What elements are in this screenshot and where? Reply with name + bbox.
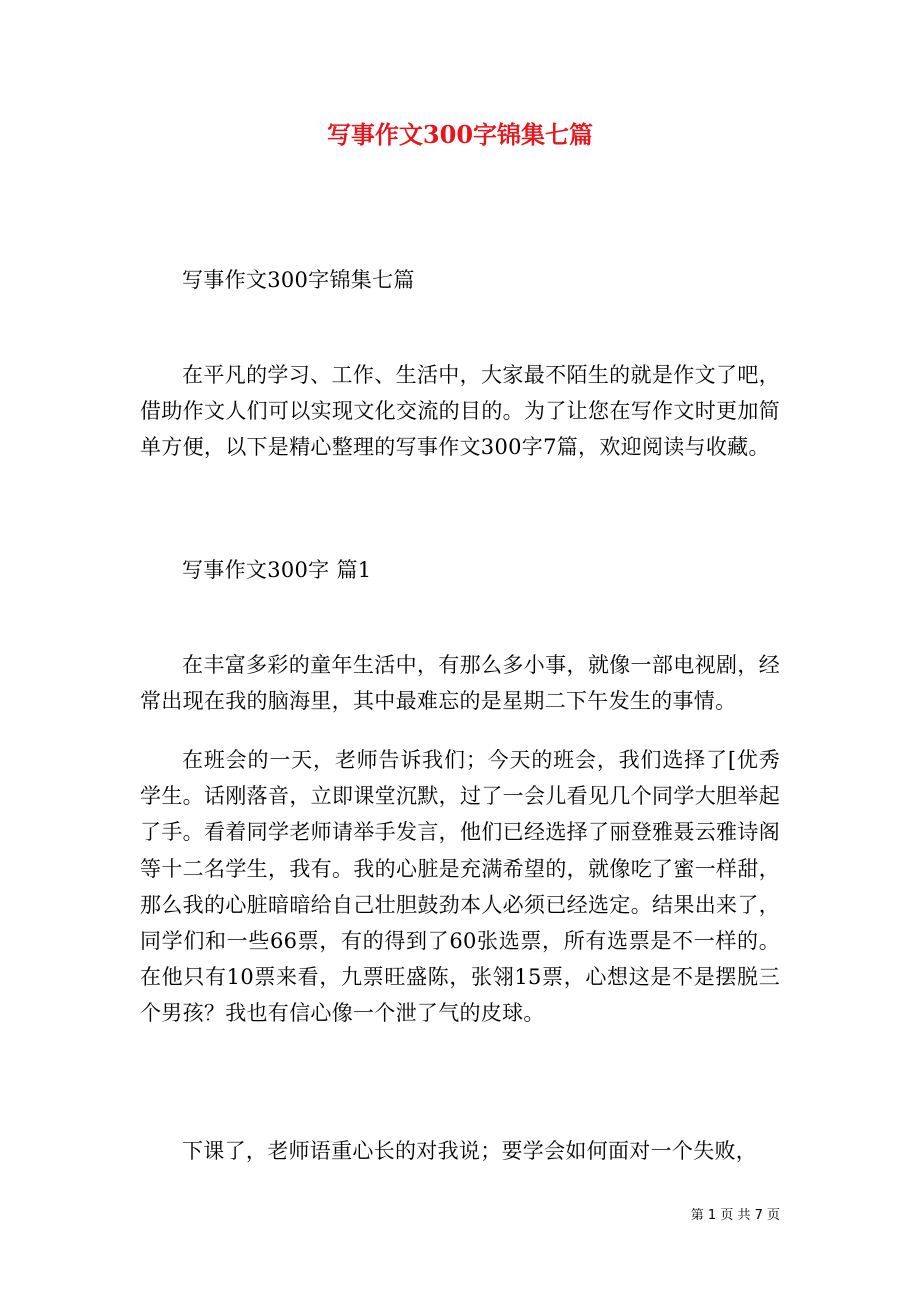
body-paragraph	[140, 742, 780, 1032]
page-number-footer: 第 1 页 共 7 页	[690, 1208, 780, 1223]
document-subtitle	[140, 262, 780, 298]
subtitle-text: 写事作文300字锦集七篇	[182, 268, 415, 292]
paragraph-text: 下课了，老师语重心长的对我说；要学会如何面对一个失败，	[182, 1139, 758, 1163]
section-heading	[140, 552, 780, 588]
paragraph-text: 在班会的一天，老师告诉我们；今天的班会，我们选择了[优秀学生。话刚落音，立即课堂沉默，过了一会儿看见几个同学大胆举起了手。看着同学老师请举手发言，他们已经选择了丽登雅聂云雅诗阁等十二名学生，我有。我的心脏是充满希望的，就像吃了蜜一样甜，那么我的心脏暗暗给自己壮胆鼓劲本人必须已经选定。结果出来了，同学们和一些66票，有的得到了60张选票，所有选票是不一样的。在他只有10票来看，九票旺盛陈，张翎15票，心想这是不是摆脱三个男孩？我也有信心像一个泄了气的皮球。	[140, 748, 780, 1026]
intro-paragraph	[140, 357, 780, 466]
body-paragraph	[140, 1133, 780, 1169]
section-heading-text: 写事作文300字 篇1	[182, 558, 372, 582]
paragraph-text: 在丰富多彩的童年生活中，有那么多小事，就像一部电视剧，经常出现在我的脑海里，其中最难忘的是星期二下午发生的事情。	[140, 653, 780, 714]
intro-text: 在平凡的学习、工作、生活中，大家最不陌生的就是作文了吧，借助作文人们可以实现文化交流的目的。为了让您在写作文时更加简单方便，以下是精心整理的写事作文300字7篇，欢迎阅读与收藏。	[140, 363, 780, 460]
document-title: 写事作文300字锦集七篇	[326, 120, 594, 149]
body-paragraph	[140, 647, 780, 719]
